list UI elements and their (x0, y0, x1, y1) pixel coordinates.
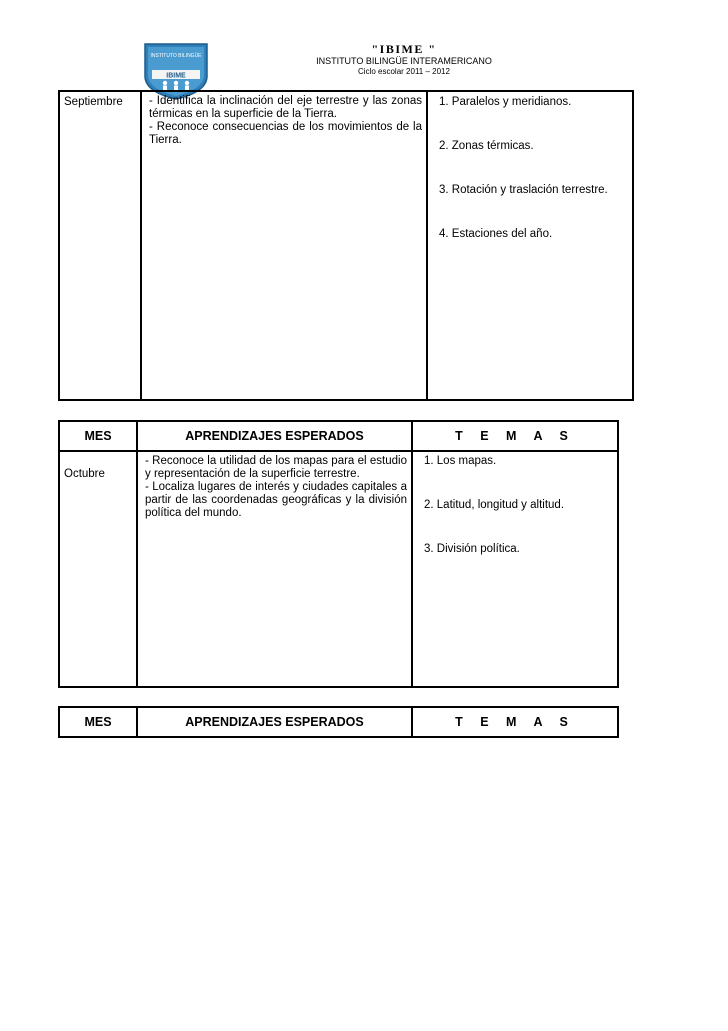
table-header-row (59, 707, 618, 737)
topic-item: 3. División política. (424, 543, 520, 555)
topics-cell (427, 91, 633, 400)
column-header-temas: T E M A S (412, 421, 618, 451)
topic-item: 1. Los mapas. (424, 455, 497, 467)
plan-table-septiembre (58, 90, 634, 401)
column-header-temas: T E M A S (412, 707, 618, 737)
school-cycle: Ciclo escolar 2011 – 2012 (358, 67, 450, 76)
learning-outcome: - Reconoce la utilidad de los mapas para el estudio y representación de la superficie terrestre. (145, 455, 407, 480)
plan-table-next (58, 706, 619, 738)
topics-cell (412, 451, 618, 687)
topic-item: 2. Latitud, longitud y altitud. (424, 499, 565, 511)
learning-outcomes-cell (141, 91, 427, 400)
column-header-mes: MES (59, 707, 137, 737)
topic-item: 2. Zonas térmicas. (439, 140, 534, 152)
column-header-aprendizajes: APRENDIZAJES ESPERADOS (137, 707, 412, 737)
learning-outcome: - Localiza lugares de interés y ciudades capitales a partir de las coordenadas geográficas y la división política del mundo. (145, 481, 407, 519)
topic-item: 3. Rotación y traslación terrestre. (439, 184, 608, 196)
month-cell: Octubre (59, 451, 137, 687)
logo-band-text: IBIME (166, 72, 186, 80)
table-header-row (59, 421, 618, 451)
table-row (59, 451, 618, 687)
plan-table-octubre (58, 420, 619, 688)
learning-outcome: - Identifica la inclinación del eje terrestre y las zonas térmicas en la superficie de la Tierra. (149, 95, 422, 120)
logo-top-text: INSTITUTO BILINGÜE (150, 53, 202, 59)
month-cell: Septiembre (59, 91, 141, 400)
learning-outcomes-cell (137, 451, 412, 687)
column-header-aprendizajes: APRENDIZAJES ESPERADOS (137, 421, 412, 451)
column-header-mes: MES (59, 421, 137, 451)
institution-name: INSTITUTO BILINGÜE INTERAMERICANO (316, 56, 492, 66)
school-name-title: "IBIME " (371, 42, 437, 56)
learning-outcome: - Reconoce consecuencias de los movimientos de la Tierra. (149, 121, 422, 146)
topic-item: 4. Estaciones del año. (439, 228, 553, 240)
topic-item: 1. Paralelos y meridianos. (439, 96, 572, 108)
table-row (59, 91, 633, 400)
